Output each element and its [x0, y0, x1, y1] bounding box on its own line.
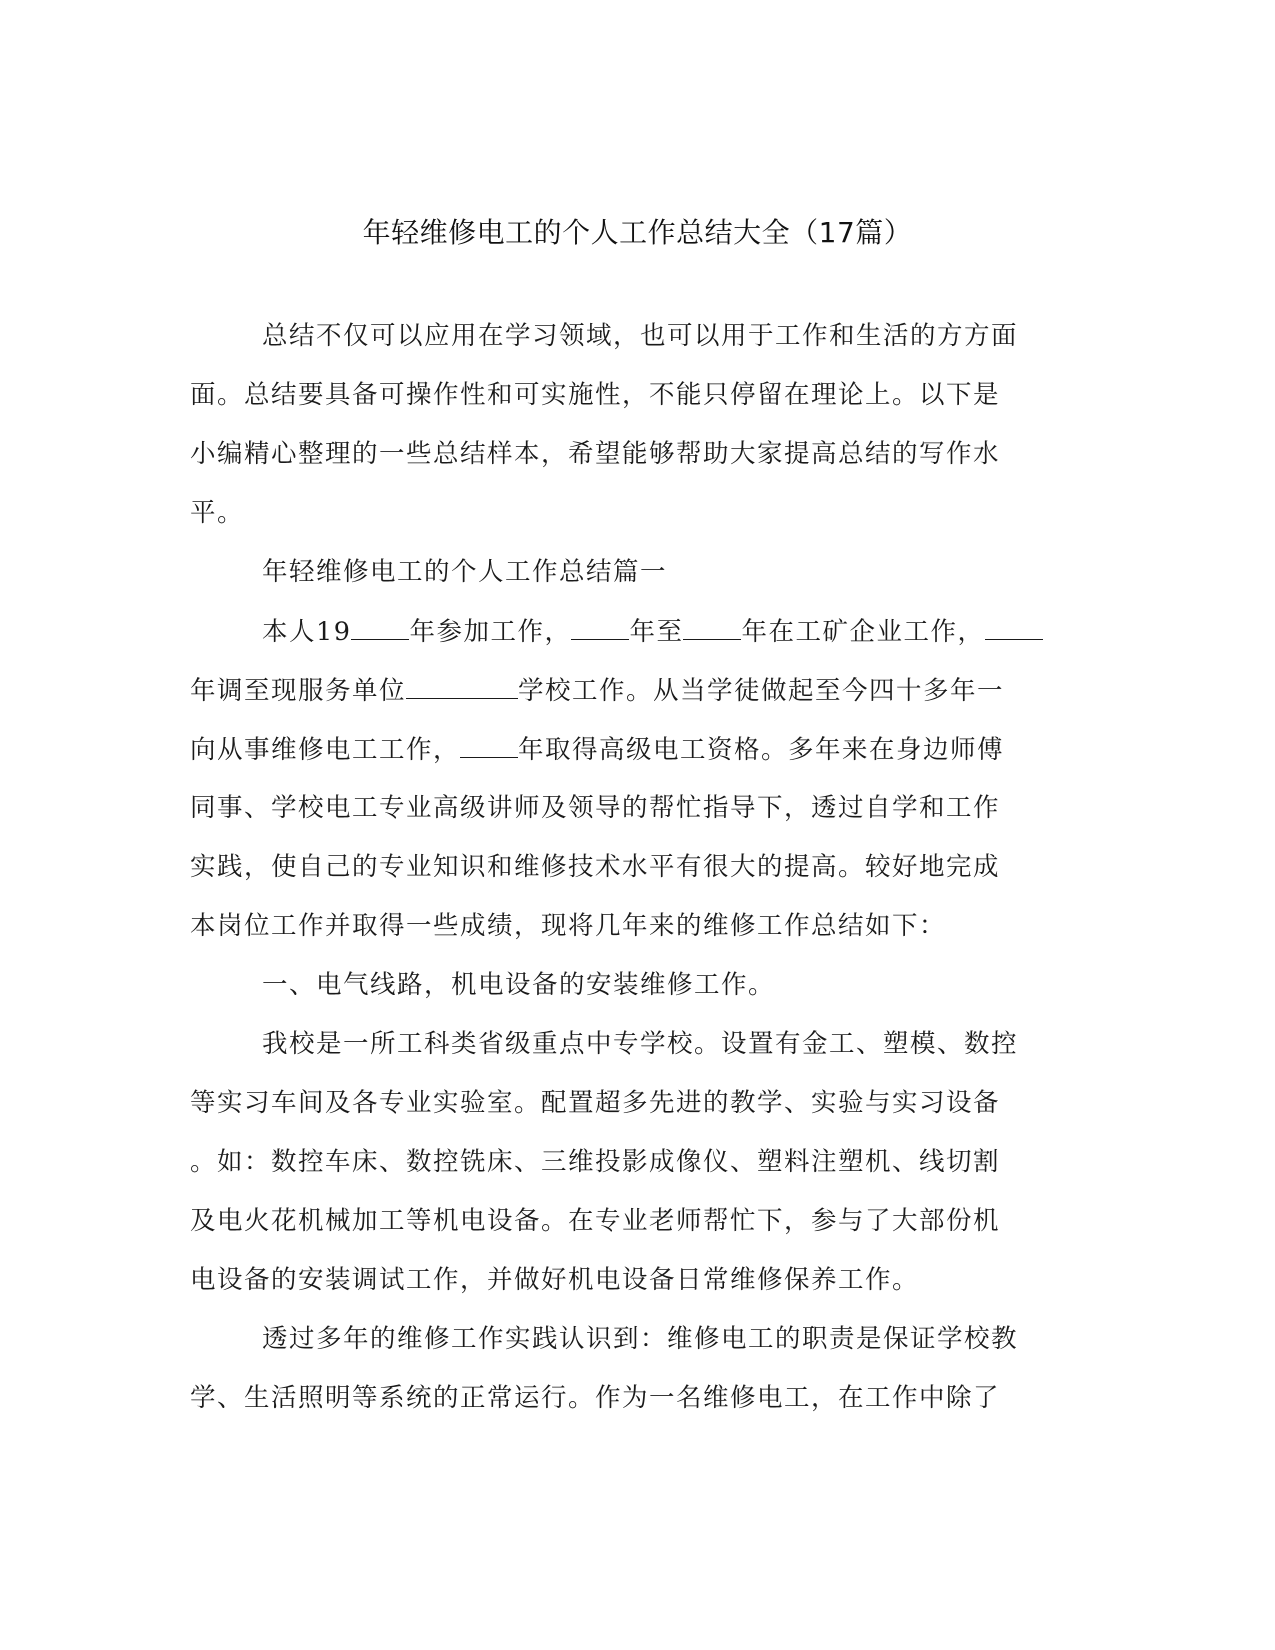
para1-text: 年取得高级电工资格。多年来在身边师傅	[518, 735, 1005, 765]
para3-line-2: 学、生活照明等系统的正常运行。作为一名维修电工，在工作中除了	[190, 1383, 1001, 1413]
fill-blank	[683, 613, 741, 640]
fill-blank	[571, 613, 629, 640]
para1-text: 本人19	[262, 617, 352, 647]
para3-line-1: 透过多年的维修工作实践认识到：维修电工的职责是保证学校教	[262, 1324, 1019, 1354]
para2-line-1: 我校是一所工科类省级重点中专学校。设置有金工、塑模、数控	[262, 1029, 1019, 1059]
document-title: 年轻维修电工的个人工作总结大全（17篇）	[362, 216, 913, 249]
para1-text: 年调至现服务单位	[190, 676, 407, 706]
section-heading: 年轻维修电工的个人工作总结篇一	[262, 557, 668, 587]
para1-text: 年至	[629, 617, 684, 647]
para1-line-3	[190, 731, 1004, 767]
para1-line-4: 同事、学校电工专业高级讲师及领导的帮忙指导下，透过自学和工作	[190, 793, 1001, 823]
fill-blank	[406, 672, 518, 699]
para2-line-5: 电设备的安装调试工作，并做好机电设备日常维修保养工作。	[190, 1265, 920, 1295]
intro-line-2: 面。总结要具备可操作性和可实施性，不能只停留在理论上。以下是	[190, 380, 1001, 410]
fill-blank	[460, 731, 518, 758]
para2-line-3: 。如：数控车床、数控铣床、三维投影成像仪、塑料注塑机、线切割	[190, 1147, 1001, 1177]
para1-line-6: 本岗位工作并取得一些成绩，现将几年来的维修工作总结如下：	[190, 911, 947, 941]
para1-line-5: 实践，使自己的专业知识和维修技术水平有很大的提高。较好地完成	[190, 852, 1001, 882]
para1-text: 年在工矿企业工作，	[741, 617, 985, 647]
para1-line-1	[262, 613, 1043, 649]
intro-line-3: 小编精心整理的一些总结样本，希望能够帮助大家提高总结的写作水	[190, 439, 1001, 469]
para1-text: 向从事维修电工工作，	[190, 735, 461, 765]
intro-line-4: 平。	[190, 498, 245, 528]
para2-line-4: 及电火花机械加工等机电设备。在专业老师帮忙下，参与了大部份机	[190, 1206, 1001, 1236]
para2-line-2: 等实习车间及各专业实验室。配置超多先进的教学、实验与实习设备	[190, 1088, 1001, 1118]
intro-line-1: 总结不仅可以应用在学习领域，也可以用于工作和生活的方方面	[262, 321, 1019, 351]
fill-blank	[351, 613, 409, 640]
subheading-1: 一、电气线路，机电设备的安装维修工作。	[262, 970, 776, 1000]
fill-blank	[985, 613, 1043, 640]
para1-text: 学校工作。从当学徒做起至今四十多年一	[518, 676, 1005, 706]
para1-line-2	[190, 672, 1004, 708]
para1-text: 年参加工作，	[409, 617, 572, 647]
